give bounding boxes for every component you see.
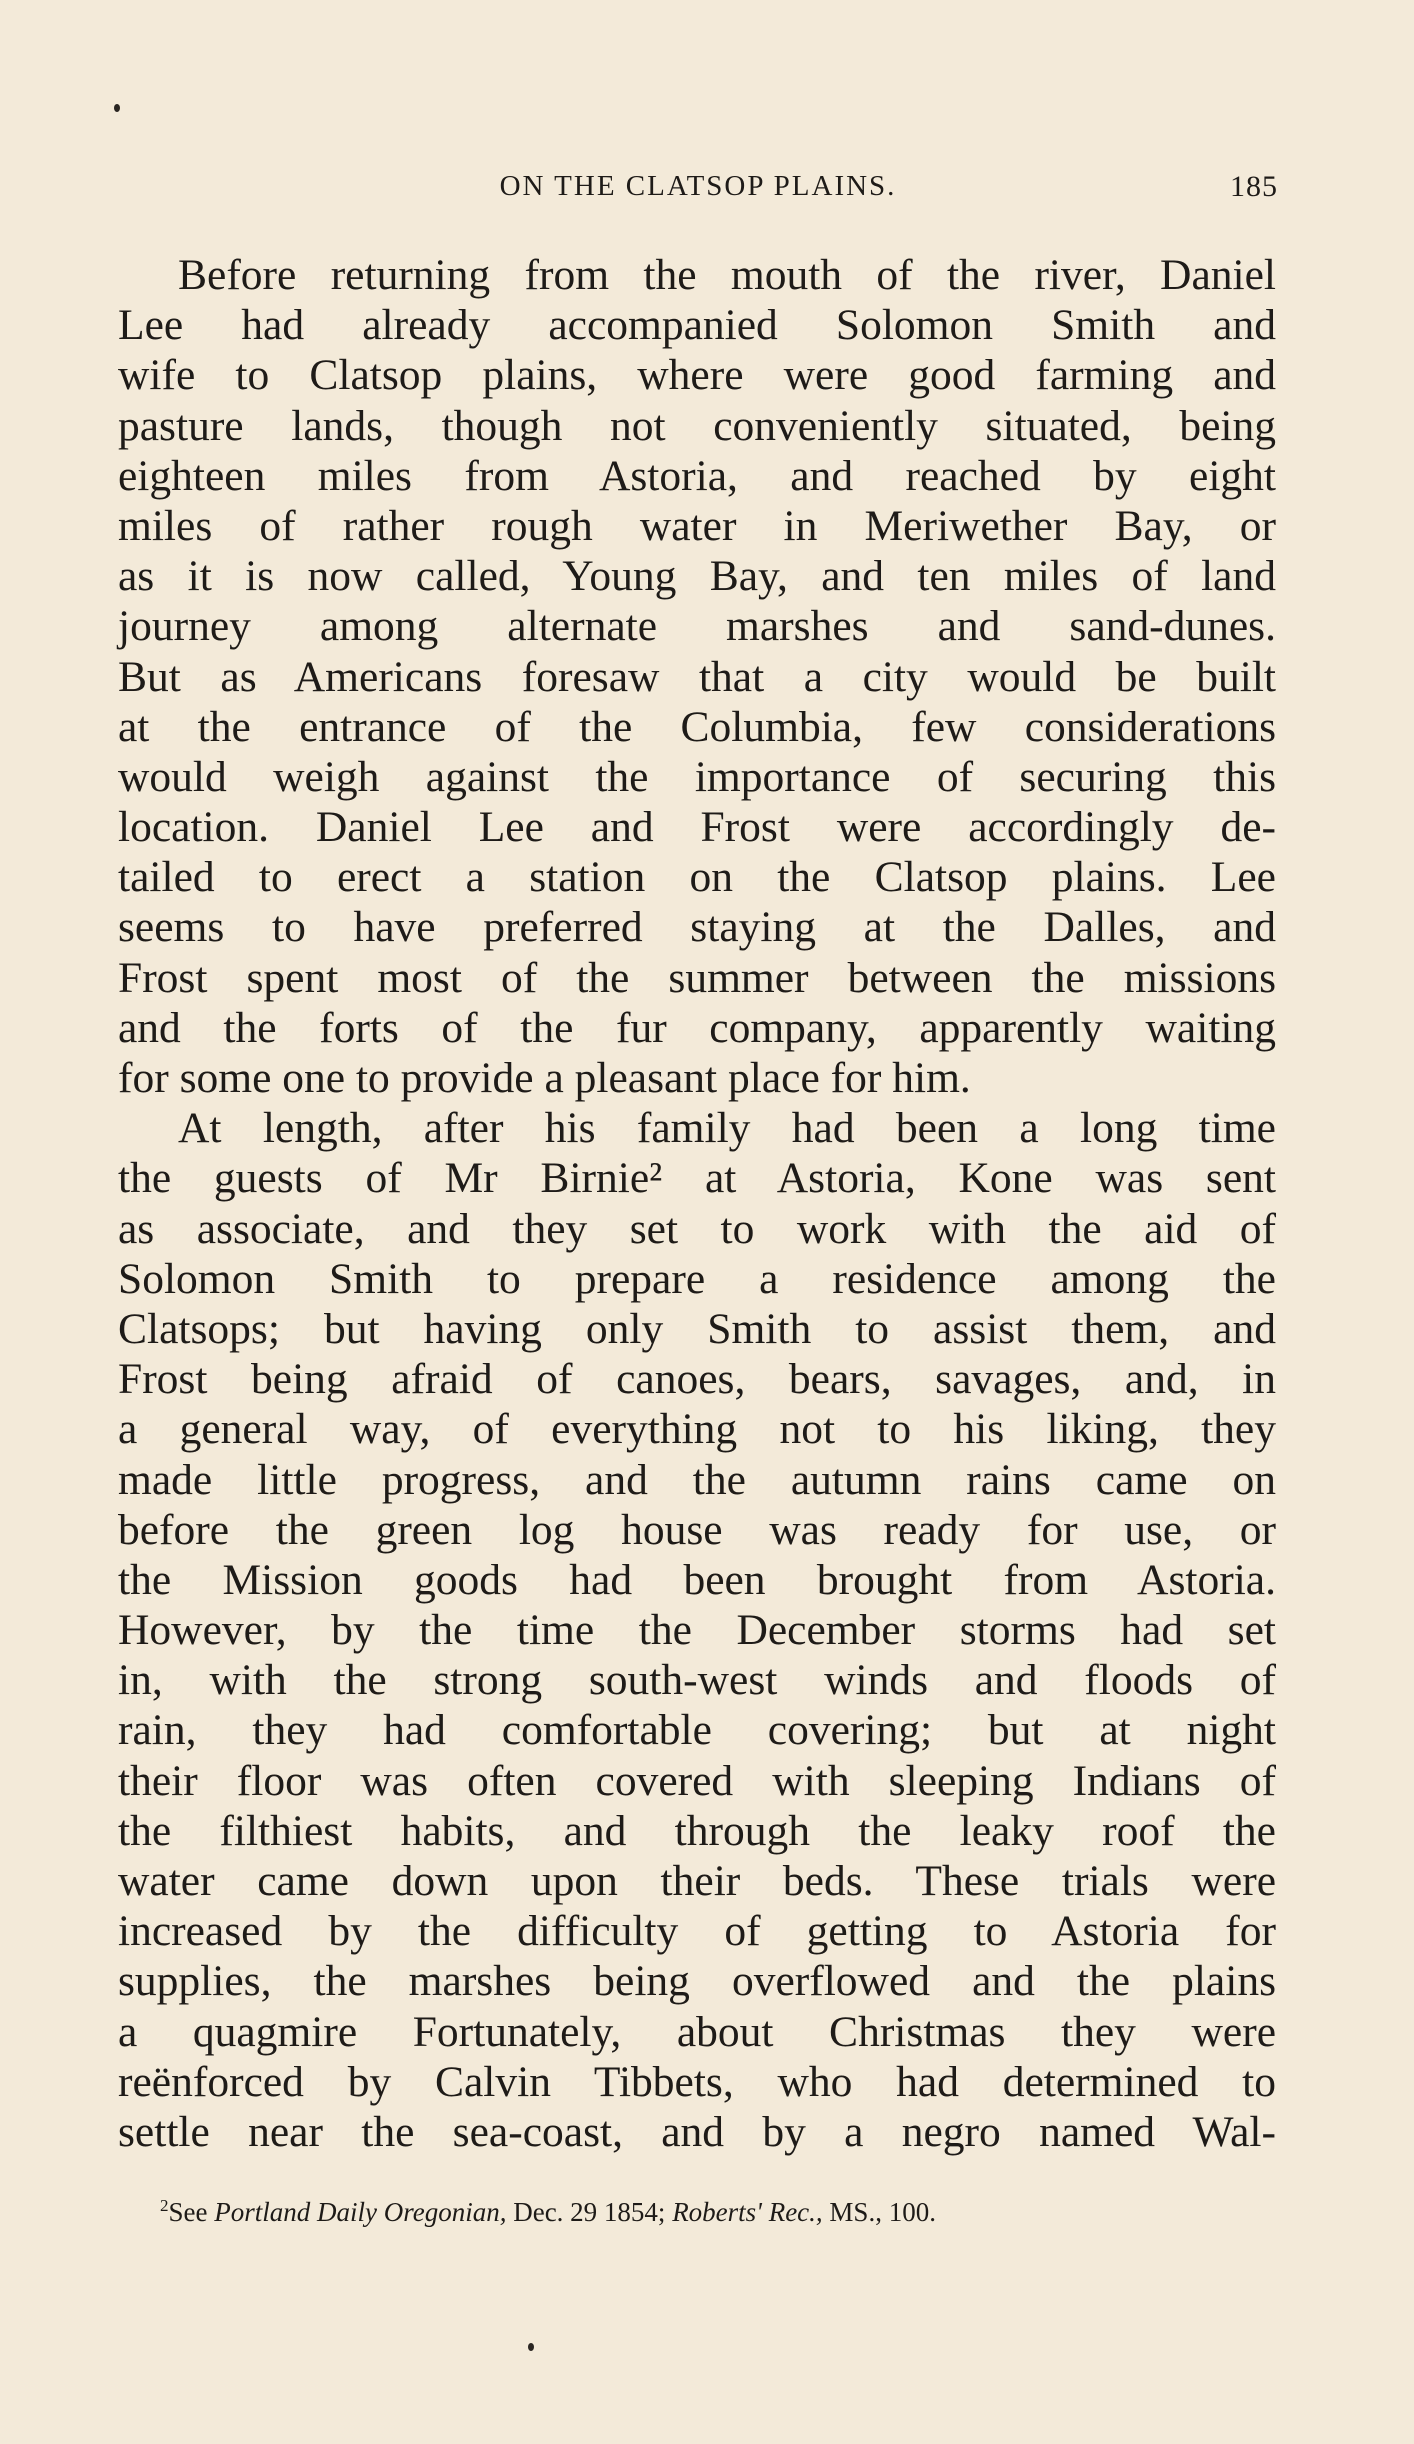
footnote-source: Roberts' Rec., — [672, 2197, 823, 2227]
text-line: for some one to provide a pleasant place for him. — [118, 1054, 971, 1102]
footnote-see: See — [168, 2197, 208, 2227]
footnote — [160, 2196, 1260, 2228]
print-speck — [114, 104, 120, 112]
text-line: Solomon Smith to prepare a residence among the — [118, 1254, 1276, 1303]
text-line: in, with the strong south-west winds and floods of — [118, 1656, 1276, 1705]
text-line: rain, they had comfortable covering; but at night — [118, 1706, 1276, 1755]
footnote-marker: 2 — [160, 2196, 169, 2215]
text-line: made little progress, and the autumn rains came on — [118, 1455, 1276, 1504]
text-line: would weigh against the importance of securing this — [118, 752, 1276, 801]
paragraph — [118, 1103, 1276, 2157]
text-line: a quagmire Fortunately, about Christmas they were — [118, 2007, 1276, 2056]
text-line: Frost being afraid of canoes, bears, savages, and, in — [118, 1355, 1276, 1404]
text-line: increased by the difficulty of getting to Astoria for — [118, 1907, 1276, 1956]
text-line: the guests of Mr Birnie² at Astoria, Kone was sent — [118, 1154, 1276, 1203]
text-line: before the green log house was ready for use, or — [118, 1505, 1276, 1554]
text-line: reënforced by Calvin Tibbets, who had determined to — [118, 2057, 1276, 2106]
text-line: tailed to erect a station on the Clatsop plains. Lee — [118, 853, 1276, 902]
text-line: as it is now called, Young Bay, and ten miles of land — [118, 552, 1276, 601]
text-line: seems to have preferred staying at the Dalles, and — [118, 903, 1276, 952]
paragraph — [118, 250, 1276, 1103]
print-speck — [528, 2343, 534, 2351]
text-line: pasture lands, though not conveniently situated, being — [118, 401, 1276, 450]
text-line: settle near the sea-coast, and by a negro named Wal- — [118, 2107, 1276, 2156]
text-line: Frost spent most of the summer between the missions — [118, 953, 1276, 1002]
text-line: their floor was often covered with sleeping Indians of — [118, 1756, 1276, 1805]
text-line: Lee had already accompanied Solomon Smith and — [118, 301, 1276, 350]
text-line: miles of rather rough water in Meriwether Bay, or — [118, 501, 1276, 550]
footnote-ref: MS., 100. — [829, 2197, 936, 2227]
text-line: a general way, of everything not to his liking, they — [118, 1405, 1276, 1454]
text-line: journey among alternate marshes and sand-dunes. — [118, 602, 1276, 651]
text-line: as associate, and they set to work with the aid of — [118, 1204, 1276, 1253]
page-title: ON THE CLATSOP PLAINS. — [499, 170, 897, 202]
text-line: location. Daniel Lee and Frost were accordingly de- — [118, 803, 1276, 852]
footnote-date: Dec. 29 1854; — [513, 2197, 666, 2227]
text-line: Before returning from the mouth of the river, Daniel — [178, 251, 1276, 299]
text-line: supplies, the marshes being overflowed and the plains — [118, 1957, 1276, 2006]
running-head — [118, 170, 1278, 220]
text-line: Clatsops; but having only Smith to assist them, and — [118, 1304, 1276, 1353]
text-line: But as Americans foresaw that a city would be built — [118, 652, 1276, 701]
text-line: At length, after his family had been a long time — [178, 1104, 1276, 1153]
text-line: the filthiest habits, and through the leaky roof the — [118, 1806, 1276, 1855]
text-line: eighteen miles from Astoria, and reached by eight — [118, 451, 1276, 500]
text-line: at the entrance of the Columbia, few considerations — [118, 702, 1276, 751]
footnote-newspaper: Portland Daily Oregonian, — [214, 2197, 507, 2227]
text-line: water came down upon their beds. These trials were — [118, 1857, 1276, 1905]
text-line: However, by the time the December storms had set — [118, 1606, 1276, 1655]
body-text — [118, 250, 1276, 2157]
page-number: 185 — [1230, 170, 1278, 203]
text-line: wife to Clatsop plains, where were good farming and — [118, 351, 1276, 400]
text-line: the Mission goods had been brought from Astoria. — [118, 1555, 1276, 1604]
text-line: and the forts of the fur company, apparently waiting — [118, 1003, 1276, 1052]
